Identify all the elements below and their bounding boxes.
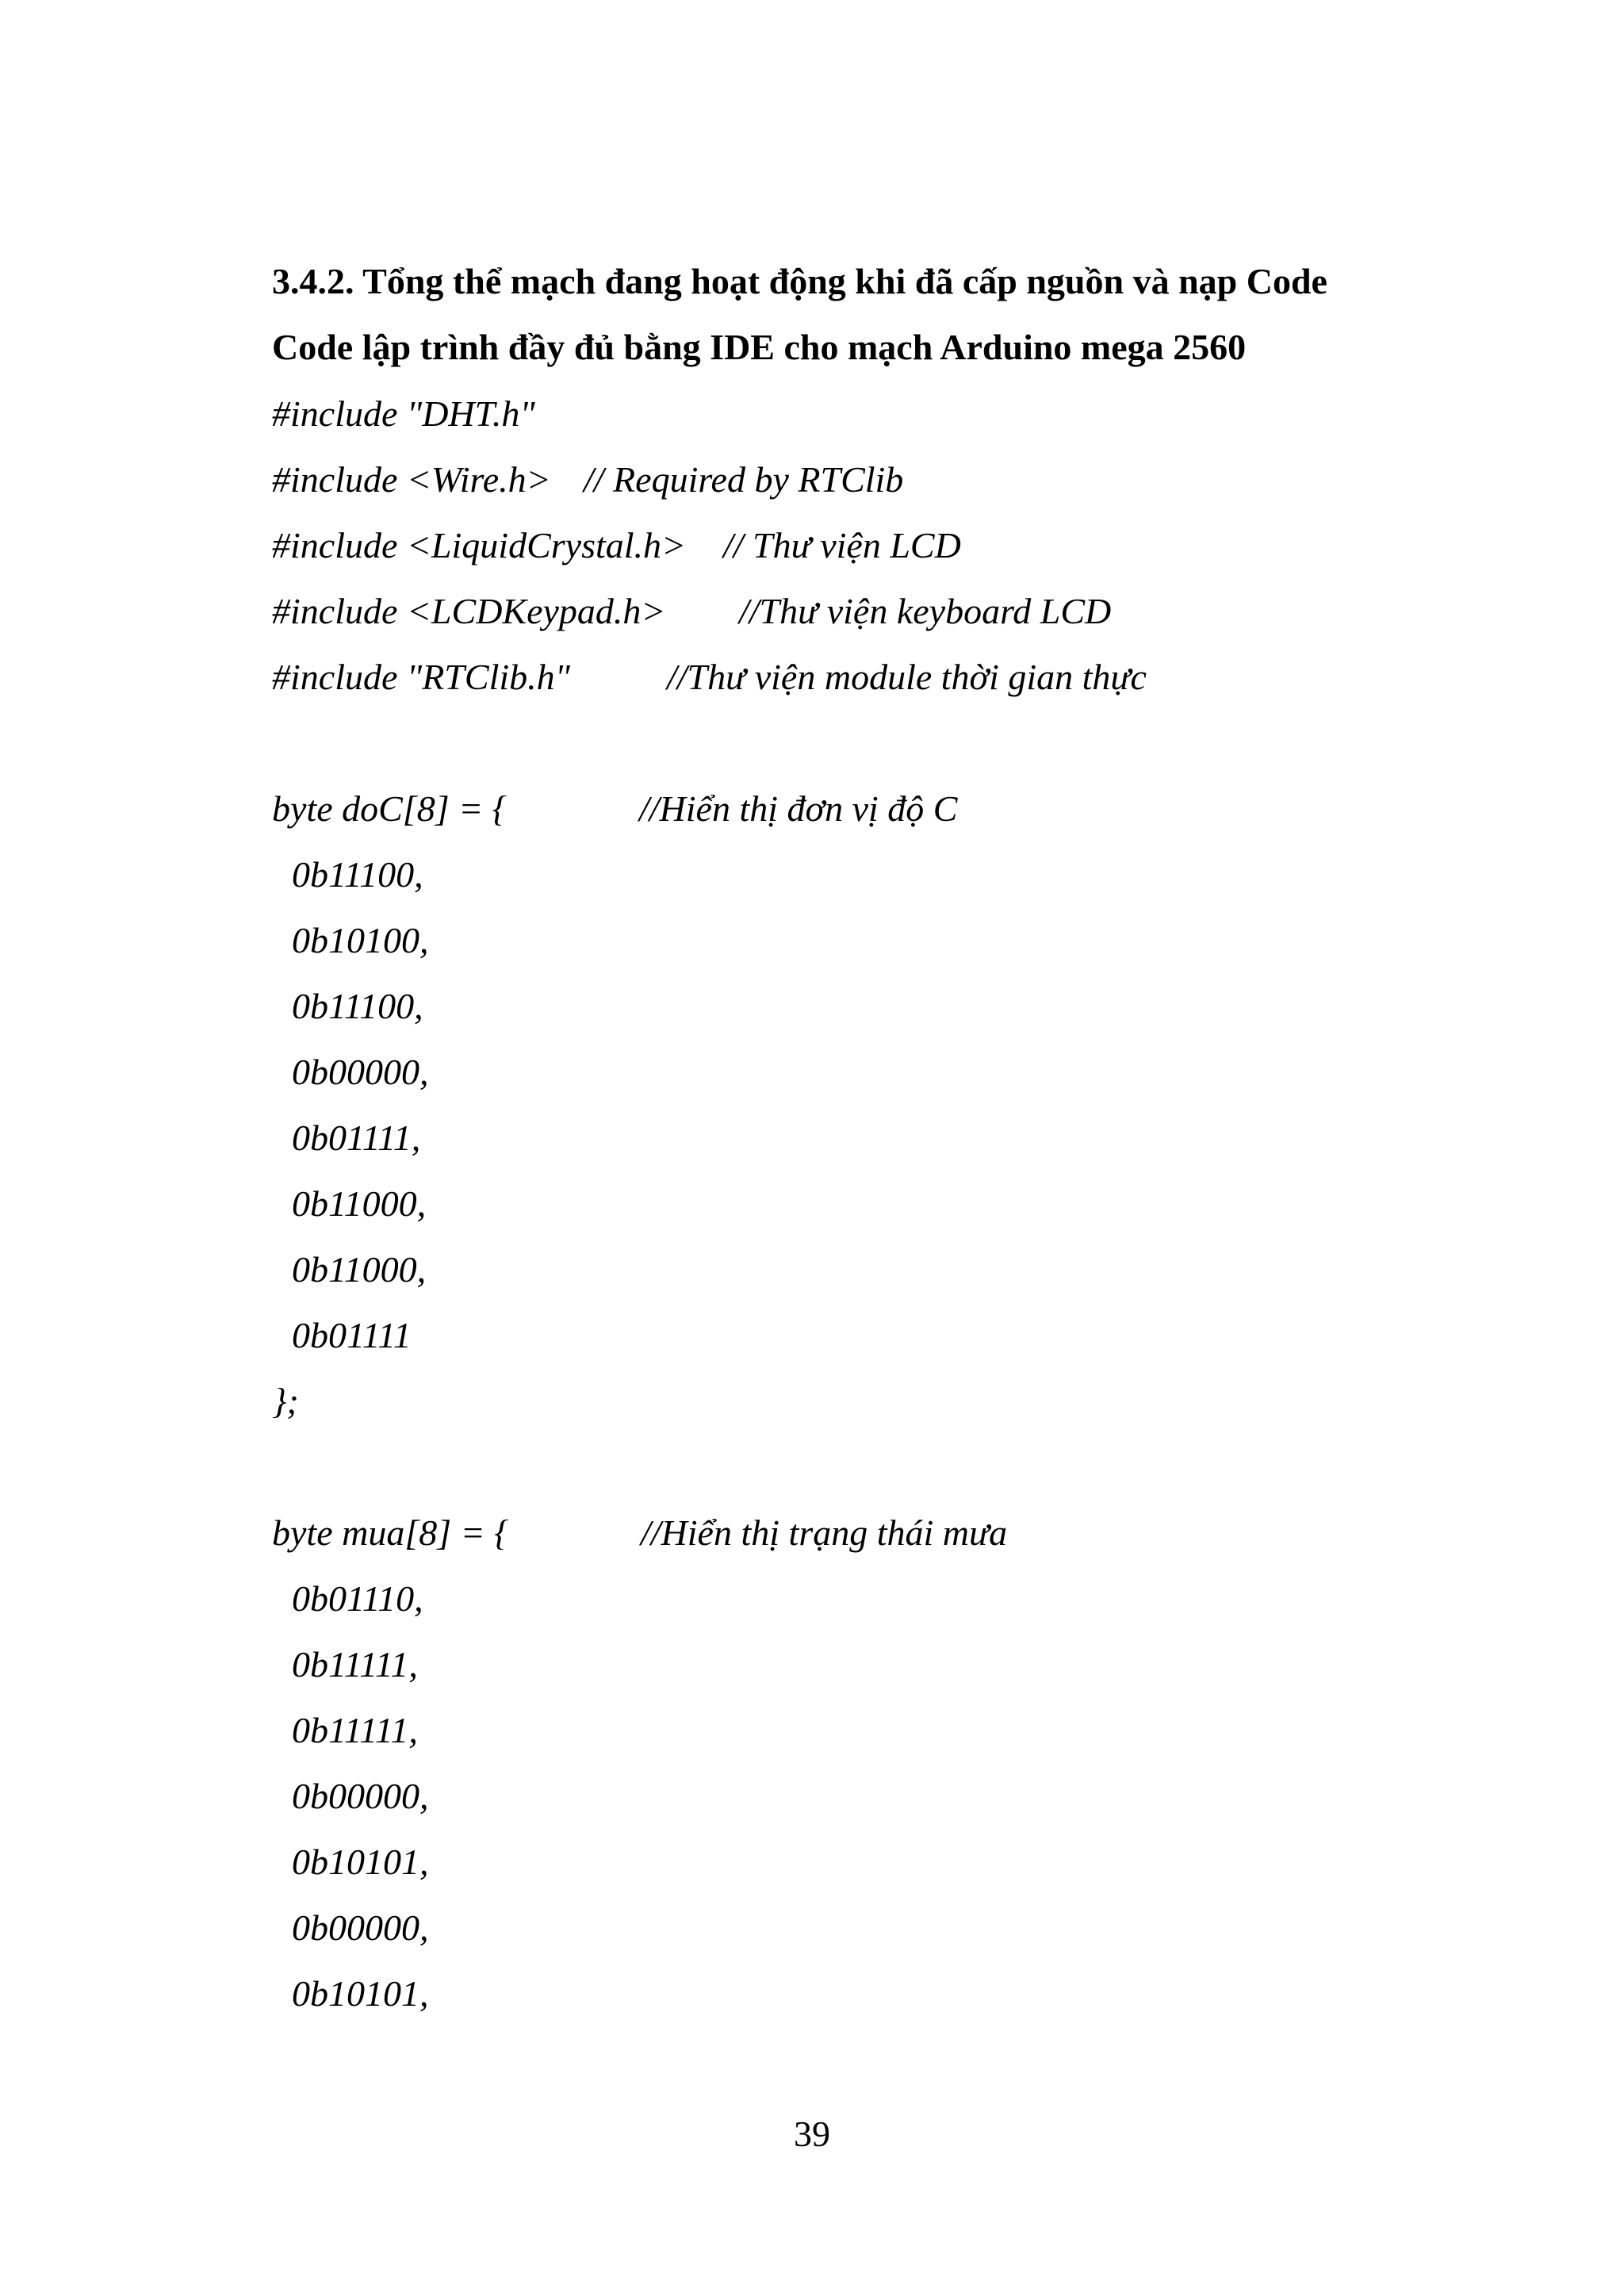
- section-title: 3.4.2. Tổng thể mạch đang hoạt động khi đã cấp nguồn và nạp Code: [272, 261, 1327, 301]
- mua-value-line: 0b10101,: [292, 1842, 429, 1882]
- include-line-dht: #include "DHT.h": [272, 393, 535, 434]
- doc-declaration: byte doC[8] = {: [272, 788, 508, 829]
- doc-value-line: 0b10100,: [292, 920, 429, 960]
- include-line-rtclib: #include "RTClib.h": [272, 657, 570, 697]
- doc-value-line: 0b11000,: [292, 1183, 427, 1224]
- include-line-lcdkeypad: #include <LCDKeypad.h>: [272, 591, 666, 631]
- mua-value-line: 0b01110,: [292, 1578, 423, 1619]
- mua-value-line: 0b11111,: [292, 1710, 418, 1750]
- mua-value-line: 0b11111,: [292, 1644, 418, 1685]
- include-comment-liquidcrystal: // Thư viện LCD: [723, 525, 961, 565]
- include-comment-rtclib: //Thư viện module thời gian thực: [667, 657, 1147, 697]
- include-comment-wire: // Required by RTClib: [584, 459, 904, 500]
- include-comment-lcdkeypad: //Thư viện keyboard LCD: [739, 591, 1112, 631]
- doc-value-line: 0b01111: [292, 1315, 412, 1355]
- doc-closing-brace: };: [272, 1381, 299, 1421]
- mua-value-line: 0b00000,: [292, 1776, 429, 1816]
- include-line-wire: #include <Wire.h>: [272, 459, 551, 500]
- doc-value-line: 0b00000,: [292, 1052, 429, 1092]
- mua-declaration: byte mua[8] = {: [272, 1512, 509, 1553]
- include-line-liquidcrystal: #include <LiquidCrystal.h>: [272, 525, 687, 565]
- code-title: Code lập trình đầy đủ bằng IDE cho mạch Arduino mega 2560: [272, 327, 1247, 367]
- doc-value-line: 0b11000,: [292, 1249, 427, 1290]
- mua-value-line: 0b00000,: [292, 1907, 429, 1948]
- page-number: 39: [794, 2114, 830, 2154]
- doc-value-line: 0b01111,: [292, 1117, 421, 1158]
- doc-comment: //Hiển thị đơn vị độ C: [639, 788, 958, 829]
- doc-value-line: 0b11100,: [292, 854, 423, 895]
- mua-value-line: 0b10101,: [292, 1973, 429, 2014]
- mua-comment: //Hiển thị trạng thái mưa: [641, 1512, 1008, 1553]
- doc-value-line: 0b11100,: [292, 986, 423, 1026]
